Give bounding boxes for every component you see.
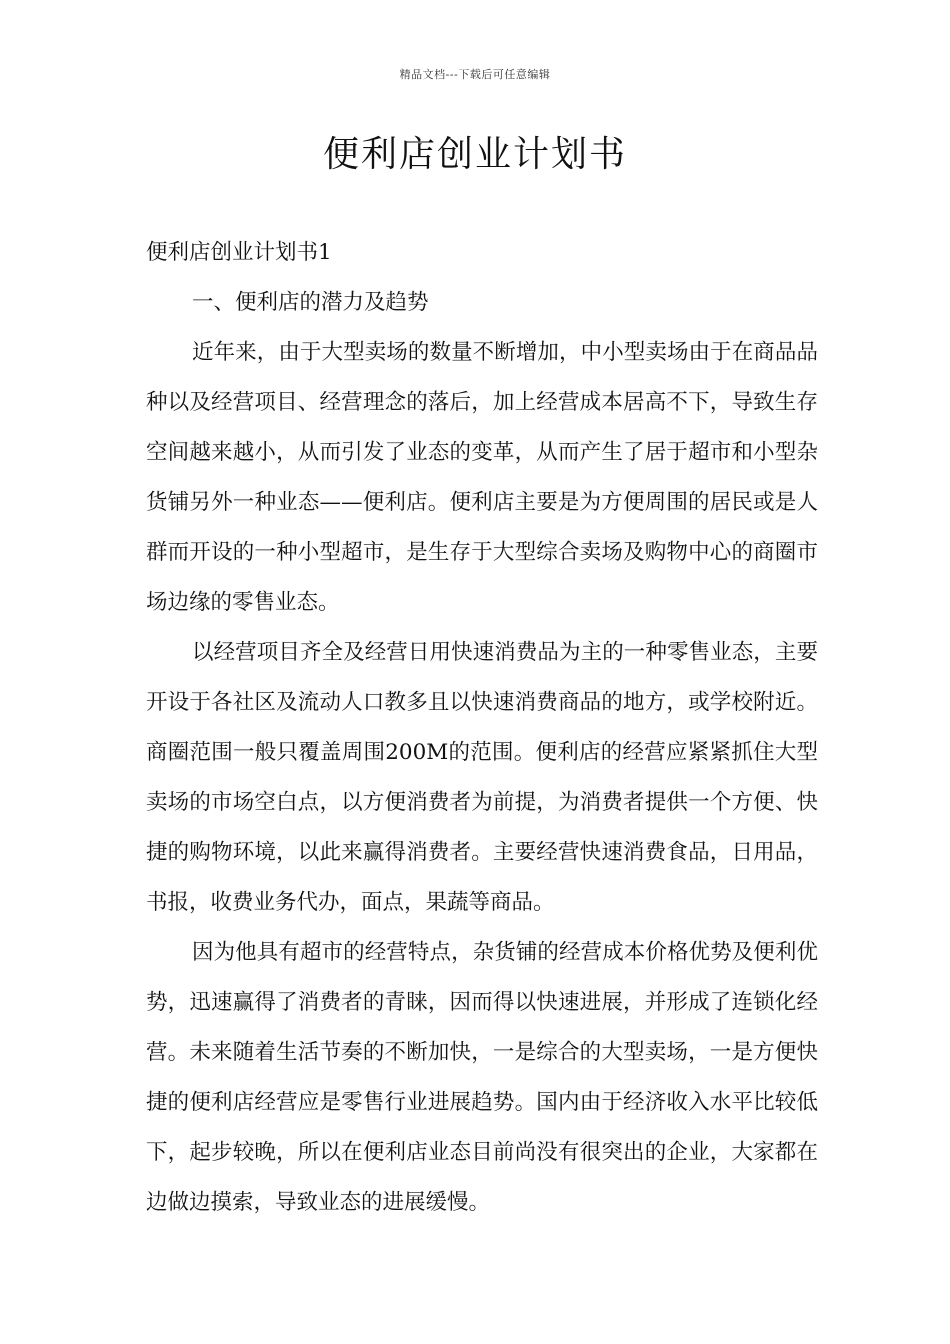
section-heading: 一、便利店的潜力及趋势 — [192, 290, 429, 315]
paragraph-2: 以经营项目齐全及经营日用快速消费品为主的一种零售业态，主要开设于各社区及流动人口教多且以快速消费商品的地方，或学校附近。商圈范围一般只覆盖周围200M的范围。便利店的经营应紧紧抓住大型卖场的市场空白点，以方便消费者为前提，为消费者提供一个方便、快捷的购物环境，以此来赢得消费者。主要经营快速消费食品，日用品，书报，收费业务代办，面点，果蔬等商品。 — [146, 640, 818, 915]
paragraph-3: 因为他具有超市的经营特点，杂货铺的经营成本价格优势及便利优势，迅速赢得了消费者的青睐，因而得以快速进展，并形成了连锁化经营。未来随着生活节奏的不断加快，一是综合的大型卖场，一是方便快捷的便利店经营应是零售行业进展趋势。国内由于经济收入水平比较低下，起步较晚，所以在便利店业态目前尚没有很突出的企业，大家都在边做边摸索，导致业态的进展缓慢。 — [146, 940, 818, 1215]
document-body — [146, 228, 818, 1228]
document-title: 便利店创业计划书 — [322, 134, 627, 175]
document-subtitle: 便利店创业计划书1 — [146, 240, 332, 265]
header-note: 精品文档---下载后可任意编辑 — [399, 68, 551, 81]
paragraph-1: 近年来，由于大型卖场的数量不断增加，中小型卖场由于在商品品种以及经营项目、经营理念的落后，加上经营成本居高不下，导致生存空间越来越小，从而引发了业态的变革，从而产生了居于超市和小型杂货铺另外一种业态——便利店。便利店主要是为方便周围的居民或是人群而开设的一种小型超市，是生存于大型综合卖场及购物中心的商圈市场边缘的零售业态。 — [146, 340, 818, 615]
